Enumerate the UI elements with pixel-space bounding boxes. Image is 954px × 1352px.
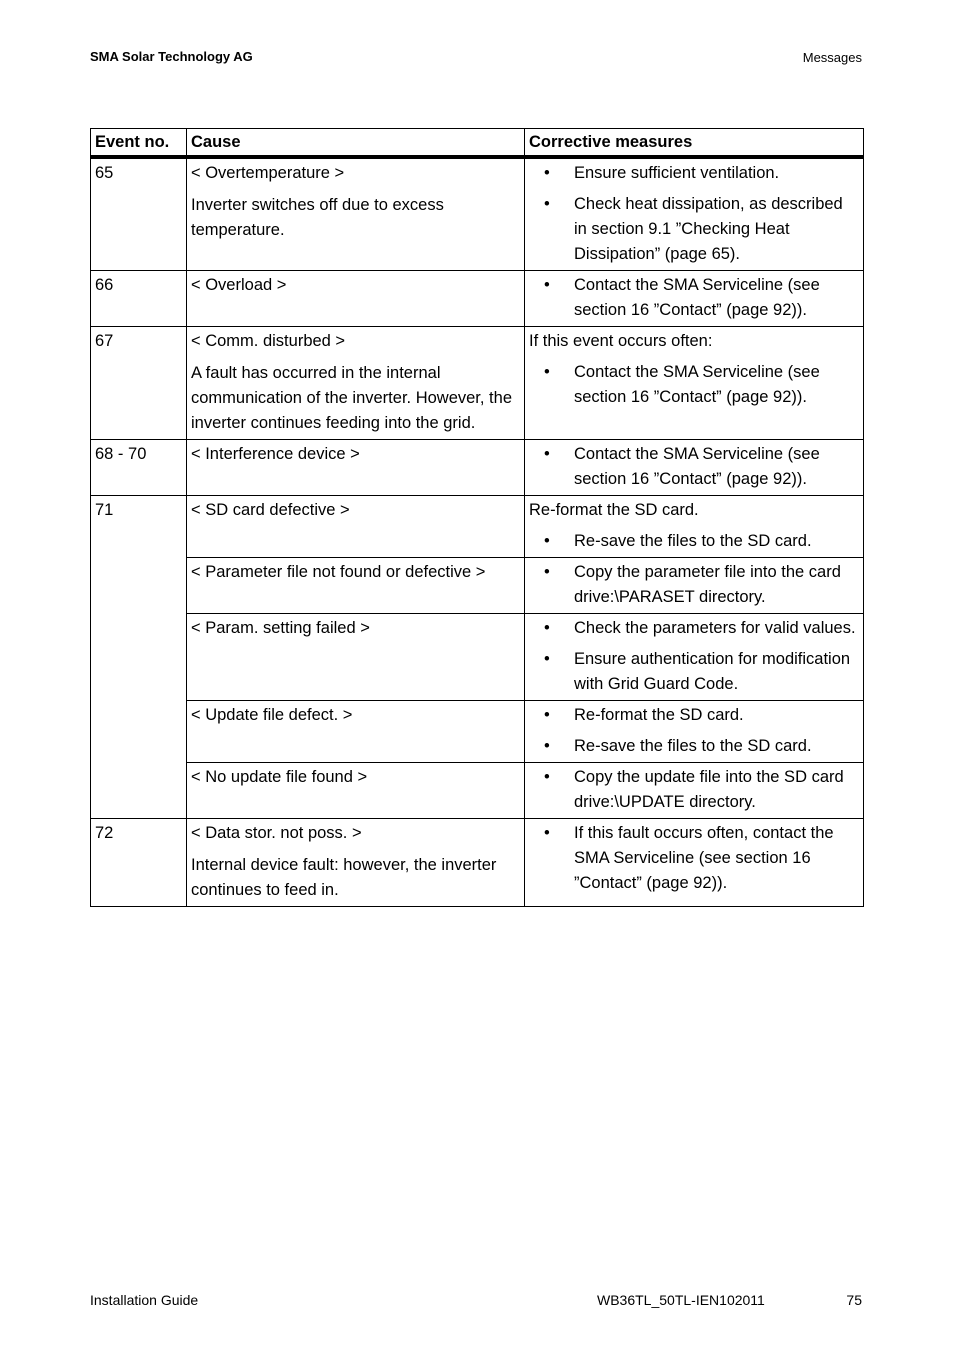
list-item <box>529 360 859 410</box>
event-table <box>90 128 864 907</box>
measures-cell <box>525 763 864 819</box>
list-item <box>529 616 859 641</box>
cause-title: < Update file defect. > <box>191 706 353 724</box>
list-item <box>529 161 859 186</box>
cause-cell <box>187 763 525 819</box>
cause-cell <box>187 157 525 271</box>
measure-text: Check heat dissipation, as described in section 9.1 ”Checking Heat Dissipation” (page 65). <box>574 195 843 263</box>
table-row <box>91 701 864 763</box>
measure-text: Copy the update file into the SD card drive:\UPDATE directory. <box>574 768 844 811</box>
table-row <box>91 558 864 614</box>
cause-cell <box>187 440 525 496</box>
measures-cell <box>525 614 864 701</box>
bullet-icon: • <box>544 532 550 550</box>
column-header-event: Event no. <box>91 129 187 158</box>
measures-list <box>529 442 859 492</box>
cause-title: < Parameter file not found or defective > <box>191 563 486 581</box>
bullet-icon: • <box>544 650 550 668</box>
list-item <box>529 734 859 759</box>
measure-text: Contact the SMA Serviceline (see section 16 ”Contact” (page 92)). <box>574 276 820 319</box>
cause-cell <box>187 819 525 907</box>
measures-cell <box>525 157 864 271</box>
cause-title: < Interference device > <box>191 445 360 463</box>
header-section: Messages <box>802 50 862 65</box>
footer-doc-id: WB36TL_50TL-IEN102011 <box>597 1292 765 1308</box>
cause-title: < Overtemperature > <box>191 164 345 182</box>
measures-cell <box>525 701 864 763</box>
footer-guide-label: Installation Guide <box>90 1292 199 1308</box>
table-row <box>91 327 864 440</box>
cause-description: Internal device fault: however, the inverter continues to feed in. <box>191 856 497 899</box>
list-item <box>529 560 859 610</box>
cause-title: < Comm. disturbed > <box>191 332 346 350</box>
measure-text: Contact the SMA Serviceline (see section 16 ”Contact” (page 92)). <box>574 445 820 488</box>
cause-title: < Data stor. not poss. > <box>191 824 362 842</box>
bullet-icon: • <box>544 445 550 463</box>
bullet-icon: • <box>544 706 550 724</box>
measure-text: Copy the parameter file into the card drive:\PARASET directory. <box>574 563 841 606</box>
measures-intro: If this event occurs often: <box>529 332 713 350</box>
measures-cell <box>525 271 864 327</box>
measures-list <box>529 273 859 323</box>
list-item <box>529 821 859 896</box>
event-number-cell: 65 <box>91 157 187 271</box>
cause-cell <box>187 496 525 558</box>
cause-cell <box>187 558 525 614</box>
column-header-cause: Cause <box>187 129 525 158</box>
table-row <box>91 614 864 701</box>
list-item <box>529 273 859 323</box>
list-item <box>529 529 859 554</box>
measure-text: Ensure authentication for modification with Grid Guard Code. <box>574 650 851 693</box>
table-row <box>91 271 864 327</box>
cause-cell <box>187 327 525 440</box>
measure-text: If this fault occurs often, contact the SMA Serviceline (see section 16 ”Contact” (page 92)). <box>574 824 834 892</box>
measures-list <box>529 529 859 554</box>
cause-title: < Overload > <box>191 276 287 294</box>
measures-intro: Re-format the SD card. <box>529 501 699 519</box>
bullet-icon: • <box>544 768 550 786</box>
event-number-cell: 67 <box>91 327 187 440</box>
list-item <box>529 703 859 728</box>
measures-cell <box>525 327 864 440</box>
measure-text: Check the parameters for valid values. <box>574 619 856 637</box>
table-header-row <box>91 129 864 158</box>
table-row <box>91 819 864 907</box>
measure-text: Ensure sufficient ventilation. <box>574 164 780 182</box>
bullet-icon: • <box>544 824 550 842</box>
header-company: SMA Solar Technology AG <box>90 49 253 64</box>
measures-cell <box>525 496 864 558</box>
bullet-icon: • <box>544 619 550 637</box>
list-item <box>529 442 859 492</box>
event-number-cell: 72 <box>91 819 187 907</box>
event-number-cell: 66 <box>91 271 187 327</box>
measures-list <box>529 703 859 759</box>
list-item <box>529 765 859 815</box>
cause-description: A fault has occurred in the internal communication of the inverter. However, the inverter continues feeding into the grid. <box>191 364 512 432</box>
table-row <box>91 440 864 496</box>
bullet-icon: • <box>544 164 550 182</box>
measures-list <box>529 161 859 267</box>
measure-text: Contact the SMA Serviceline (see section 16 ”Contact” (page 92)). <box>574 363 820 406</box>
cause-description: Inverter switches off due to excess temperature. <box>191 196 444 239</box>
footer-page-number: 75 <box>846 1292 862 1308</box>
event-number-cell: 71 <box>91 496 187 819</box>
bullet-icon: • <box>544 195 550 213</box>
measures-list <box>529 360 859 410</box>
measures-cell <box>525 558 864 614</box>
bullet-icon: • <box>544 737 550 755</box>
cause-cell <box>187 614 525 701</box>
measure-text: Re-save the files to the SD card. <box>574 737 812 755</box>
cause-cell <box>187 271 525 327</box>
table-row <box>91 763 864 819</box>
measures-list <box>529 765 859 815</box>
measures-list <box>529 616 859 697</box>
measures-list <box>529 560 859 610</box>
measure-text: Re-format the SD card. <box>574 706 744 724</box>
list-item <box>529 192 859 267</box>
table-row <box>91 496 864 558</box>
table-row <box>91 157 864 271</box>
measures-list <box>529 821 859 896</box>
measures-cell <box>525 440 864 496</box>
measures-cell <box>525 819 864 907</box>
measure-text: Re-save the files to the SD card. <box>574 532 812 550</box>
list-item <box>529 647 859 697</box>
cause-title: < SD card defective > <box>191 501 350 519</box>
column-header-measures: Corrective measures <box>525 129 864 158</box>
bullet-icon: • <box>544 363 550 381</box>
event-number-cell: 68 - 70 <box>91 440 187 496</box>
table-body <box>91 157 864 907</box>
cause-title: < Param. setting failed > <box>191 619 370 637</box>
cause-cell <box>187 701 525 763</box>
bullet-icon: • <box>544 563 550 581</box>
bullet-icon: • <box>544 276 550 294</box>
cause-title: < No update file found > <box>191 768 368 786</box>
